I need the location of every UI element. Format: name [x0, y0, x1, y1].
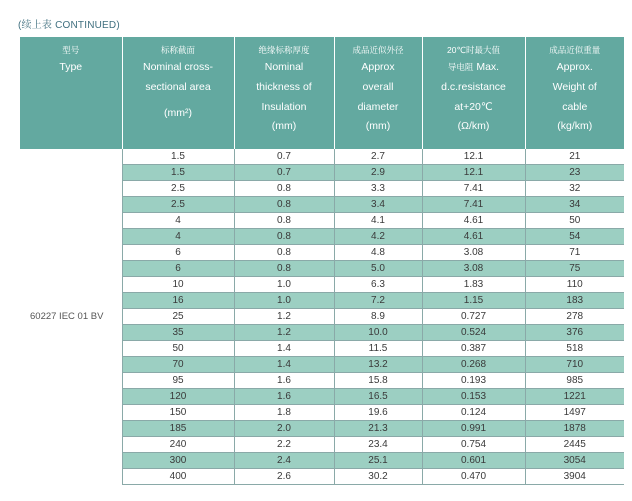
- type-cell: 60227 IEC 01 BV: [20, 149, 122, 485]
- insulation-cell: 0.8: [234, 197, 334, 213]
- insulation-cell: 0.8: [234, 181, 334, 197]
- resistance-cell: 12.1: [422, 149, 525, 165]
- weight-cell: 183: [525, 293, 624, 309]
- header-cross-section: 标称截面 Nominal cross- sectional area (mm²): [122, 37, 234, 149]
- resistance-cell: 3.08: [422, 261, 525, 277]
- cross-section-cell: 10: [122, 277, 234, 293]
- header-type: 型号 Type: [20, 37, 122, 149]
- cross-section-cell: 2.5: [122, 197, 234, 213]
- diameter-cell: 4.1: [334, 213, 422, 229]
- insulation-cell: 1.2: [234, 325, 334, 341]
- resistance-cell: 4.61: [422, 229, 525, 245]
- cross-section-cell: 6: [122, 245, 234, 261]
- insulation-cell: 1.8: [234, 405, 334, 421]
- continued-label: (续上表 CONTINUED): [18, 20, 120, 31]
- header-row: [20, 37, 624, 149]
- cable-spec-table: [20, 37, 624, 485]
- insulation-cell: 2.2: [234, 437, 334, 453]
- weight-cell: 23: [525, 165, 624, 181]
- cross-section-cell: 35: [122, 325, 234, 341]
- insulation-cell: 0.8: [234, 245, 334, 261]
- header-max-resistance: 20℃时最大值 导电阻 Max. d.c.resistance at+20℃ (Ω/km): [422, 37, 525, 149]
- resistance-cell: 0.193: [422, 373, 525, 389]
- cross-section-cell: 4: [122, 213, 234, 229]
- cross-section-cell: 16: [122, 293, 234, 309]
- cross-section-cell: 240: [122, 437, 234, 453]
- insulation-cell: 0.7: [234, 149, 334, 165]
- cross-section-cell: 95: [122, 373, 234, 389]
- header-overall-diameter: 成品近似外径 Approx overall diameter (mm): [334, 37, 422, 149]
- insulation-cell: 1.0: [234, 277, 334, 293]
- resistance-cell: 0.124: [422, 405, 525, 421]
- cross-section-cell: 25: [122, 309, 234, 325]
- header-insulation-thickness: 绝缘标称厚度 Nominal thickness of Insulation (mm): [234, 37, 334, 149]
- cross-section-cell: 4: [122, 229, 234, 245]
- diameter-cell: 2.9: [334, 165, 422, 181]
- diameter-cell: 23.4: [334, 437, 422, 453]
- table-row: [20, 149, 624, 165]
- resistance-cell: 1.83: [422, 277, 525, 293]
- cross-section-cell: 185: [122, 421, 234, 437]
- diameter-cell: 7.2: [334, 293, 422, 309]
- weight-cell: 376: [525, 325, 624, 341]
- weight-cell: 75: [525, 261, 624, 277]
- resistance-cell: 0.153: [422, 389, 525, 405]
- resistance-cell: 4.61: [422, 213, 525, 229]
- insulation-cell: 2.0: [234, 421, 334, 437]
- insulation-cell: 2.4: [234, 453, 334, 469]
- weight-cell: 985: [525, 373, 624, 389]
- cross-section-cell: 70: [122, 357, 234, 373]
- diameter-cell: 11.5: [334, 341, 422, 357]
- resistance-cell: 3.08: [422, 245, 525, 261]
- cross-section-cell: 2.5: [122, 181, 234, 197]
- weight-cell: 3054: [525, 453, 624, 469]
- weight-cell: 54: [525, 229, 624, 245]
- diameter-cell: 21.3: [334, 421, 422, 437]
- diameter-cell: 30.2: [334, 469, 422, 485]
- diameter-cell: 13.2: [334, 357, 422, 373]
- diameter-cell: 5.0: [334, 261, 422, 277]
- weight-cell: 110: [525, 277, 624, 293]
- resistance-cell: 0.601: [422, 453, 525, 469]
- weight-cell: 1878: [525, 421, 624, 437]
- weight-cell: 518: [525, 341, 624, 357]
- resistance-cell: 7.41: [422, 181, 525, 197]
- weight-cell: 21: [525, 149, 624, 165]
- cross-section-cell: 1.5: [122, 165, 234, 181]
- weight-cell: 50: [525, 213, 624, 229]
- diameter-cell: 10.0: [334, 325, 422, 341]
- cross-section-cell: 300: [122, 453, 234, 469]
- insulation-cell: 0.8: [234, 229, 334, 245]
- cross-section-cell: 50: [122, 341, 234, 357]
- insulation-cell: 1.4: [234, 357, 334, 373]
- weight-cell: 34: [525, 197, 624, 213]
- resistance-cell: 0.387: [422, 341, 525, 357]
- insulation-cell: 1.2: [234, 309, 334, 325]
- resistance-cell: 0.268: [422, 357, 525, 373]
- cross-section-cell: 1.5: [122, 149, 234, 165]
- insulation-cell: 1.6: [234, 373, 334, 389]
- cross-section-cell: 400: [122, 469, 234, 485]
- insulation-cell: 2.6: [234, 469, 334, 485]
- resistance-cell: 1.15: [422, 293, 525, 309]
- table-body: [20, 149, 624, 485]
- weight-cell: 1221: [525, 389, 624, 405]
- insulation-cell: 1.6: [234, 389, 334, 405]
- weight-cell: 71: [525, 245, 624, 261]
- resistance-cell: 0.470: [422, 469, 525, 485]
- resistance-cell: 0.524: [422, 325, 525, 341]
- weight-cell: 278: [525, 309, 624, 325]
- insulation-cell: 0.7: [234, 165, 334, 181]
- weight-cell: 710: [525, 357, 624, 373]
- diameter-cell: 8.9: [334, 309, 422, 325]
- insulation-cell: 1.0: [234, 293, 334, 309]
- weight-cell: 1497: [525, 405, 624, 421]
- insulation-cell: 0.8: [234, 213, 334, 229]
- resistance-cell: 0.727: [422, 309, 525, 325]
- diameter-cell: 3.3: [334, 181, 422, 197]
- diameter-cell: 6.3: [334, 277, 422, 293]
- diameter-cell: 3.4: [334, 197, 422, 213]
- insulation-cell: 0.8: [234, 261, 334, 277]
- resistance-cell: 7.41: [422, 197, 525, 213]
- diameter-cell: 19.6: [334, 405, 422, 421]
- cross-section-cell: 120: [122, 389, 234, 405]
- diameter-cell: 25.1: [334, 453, 422, 469]
- header-cable-weight: 成品近似重量 Approx. Weight of cable (kg/km): [525, 37, 624, 149]
- resistance-cell: 0.754: [422, 437, 525, 453]
- diameter-cell: 15.8: [334, 373, 422, 389]
- cross-section-cell: 150: [122, 405, 234, 421]
- diameter-cell: 4.8: [334, 245, 422, 261]
- weight-cell: 3904: [525, 469, 624, 485]
- cross-section-cell: 6: [122, 261, 234, 277]
- diameter-cell: 16.5: [334, 389, 422, 405]
- weight-cell: 32: [525, 181, 624, 197]
- insulation-cell: 1.4: [234, 341, 334, 357]
- weight-cell: 2445: [525, 437, 624, 453]
- diameter-cell: 2.7: [334, 149, 422, 165]
- resistance-cell: 12.1: [422, 165, 525, 181]
- resistance-cell: 0.991: [422, 421, 525, 437]
- diameter-cell: 4.2: [334, 229, 422, 245]
